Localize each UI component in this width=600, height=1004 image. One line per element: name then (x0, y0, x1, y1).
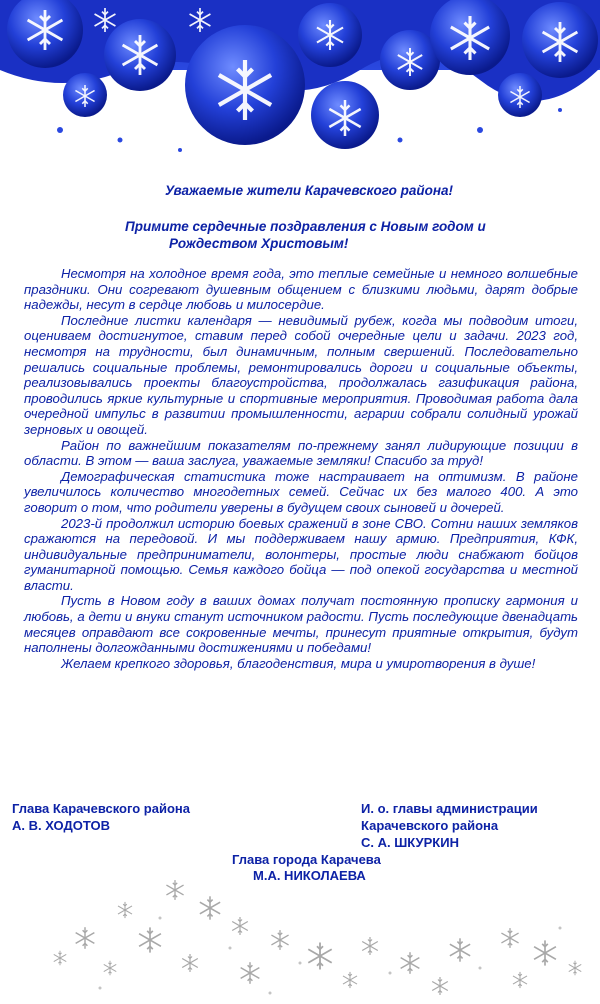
paragraph: Демографическая статистика тоже настраивает на оптимизм. В районе увеличилось количество многодетных семей. Сейчас их без малого 400. А это говорит о том, что родители уверены в будущем своих сыновей и дочерей. (24, 468, 578, 515)
signature-right-title1: И. о. главы администрации (361, 801, 538, 816)
paragraph: Несмотря на холодное время года, это теплые семейные и немного волшебные праздники. Они согревают душевным общением с близкими людьми, дарят добрые надежды, несут в сердце любовь и милосердие. (24, 266, 578, 313)
greeting-title: Уважаемые жители Карачевского района! (165, 183, 454, 198)
paragraph: Район по важнейшим показателям по-прежнему занял лидирующие позиции в области. В этом — ваша заслуга, уважаемые земляки! Спасибо за труд! (24, 437, 578, 469)
letter-body (24, 266, 578, 671)
paragraph: Пусть в Новом году в ваших домах получат постоянную прописку гармония и любовь, а дети и внуки станут источником радости. Пусть последующие двенадцать месяцев оправдают все сокровенные мечты, принесут приятные открытия, будут наполнены долгожданными достижениями и победами! (24, 593, 578, 656)
signature-center-name: М.А. НИКОЛАЕВА (253, 868, 366, 883)
signature-left-name: А. В. ХОДОТОВ (12, 818, 110, 833)
signature-left-title: Глава Карачевского района (12, 801, 190, 816)
signature-right-name: С. А. ШКУРКИН (361, 835, 459, 850)
christmas-ornaments-banner (0, 0, 600, 175)
paragraph: 2023-й продолжил историю боевых сражений в зоне СВО. Сотни наших земляков сражаются на передовой. И мы поддерживаем нашу армию. Предприятия, КФК, индивидуальные предприниматели, волонтеры, простые люди снабжают бойцов гуманитарной помощью. Семья каждого бойца — под опекой государства и местной власти. (24, 515, 578, 593)
paragraph: Последние листки календаря — невидимый рубеж, когда мы подводим итоги, оцениваем достигнутое, ставим перед собой очередные цели и задачи. 2023 год, несмотря на трудности, был динамичным, полным свершений. Последовательно решались социальные проблемы, ремонтировались дороги и социальные объекты, реализовывались проекты благоустройства, продолжалась газификация района, проводились яркие культурные и спортивные мероприятия. Проводимая работа дала очередной импульс в развитии промышленности, аграрии собрали солидный урожай зерновых и овощей. (24, 312, 578, 437)
signature-right-title2: Карачевского района (361, 818, 499, 833)
snowflake-decoration (0, 868, 600, 1004)
greeting-subtitle-line2: Рождеством Христовым! (169, 236, 349, 251)
paragraph: Желаем крепкого здоровья, благоденствия, мира и умиротворения в душе! (61, 655, 536, 671)
signature-center-title: Глава города Карачева (232, 852, 381, 867)
greeting-subtitle-line1: Примите сердечные поздравления с Новым годом и (125, 219, 486, 234)
